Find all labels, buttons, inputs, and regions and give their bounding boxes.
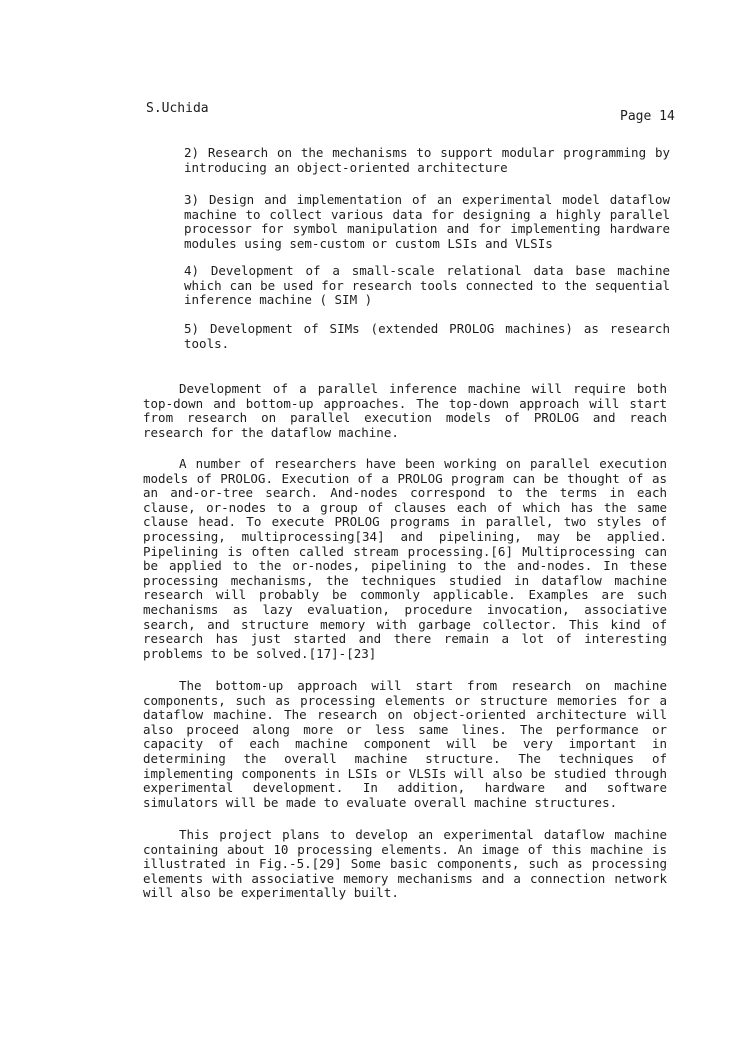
list-item-text: 2) Research on the mechanisms to support modular programming by introducing an object-oriented architecture: [184, 145, 670, 175]
list-item-4: [184, 264, 670, 308]
list-item-text: 4) Development of a small-scale relational data base machine which can be used for research tools connected to the sequential inference machine ( SIM ): [184, 263, 670, 308]
list-item-5: [184, 322, 670, 351]
paragraph-text: The bottom-up approach will start from research on machine components, such as processing elements or structure memories for a dataflow machine. The research on object-oriented architecture will also proceed along more or less same lines. The performance or capacity of each machine component will be very important in determining the overall machine structure. The techniques of implementing components in LSIs or VLSIs will also be studied through experimental development. In addition, hardware and software simulators will be made to evaluate overall machine structures.: [143, 678, 667, 810]
author-header: S.Uchida: [146, 101, 209, 116]
list-item-text: 3) Design and implementation of an experimental model dataflow machine to collect various data for designing a highly parallel processor for symbol manipulation and for implementing hardware modules using sem-custom or custom LSIs and VLSIs: [184, 192, 670, 251]
paragraph-text: This project plans to develop an experimental dataflow machine containing about 10 processing elements. An image of this machine is illustrated in Fig.-5.[29] Some basic components, such as processing elements with associative memory mechanisms and a connection network will also be experimentally built.: [143, 827, 667, 901]
paragraph-approaches: [143, 382, 667, 440]
page-number: Page 14: [620, 109, 675, 124]
paragraph-text: A number of researchers have been working on parallel execution models of PROLOG. Execution of a PROLOG program can be thought of as an and-or-tree search. And-nodes correspond to the terms in each clause, or-nodes to a group of clauses each of which has the same clause head. To execute PROLOG programs in parallel, two styles of processing, multiprocessing[34] and pipelining, may be applied. Pipelining is often called stream processing.[6] Multiprocessing can be applied to the or-nodes, pipelining to the and-nodes. In these processing mechanisms, the techniques studied in dataflow machine research will probably be commonly applicable. Examples are such mechanisms as lazy evaluation, procedure invocation, associative search, and structure memory with garbage collector. This kind of research has just started and there remain a lot of interesting problems to be solved.[17]-[23]: [143, 456, 667, 661]
paragraph-project-plan: [143, 828, 667, 901]
list-item-text: 5) Development of SIMs (extended PROLOG machines) as research tools.: [184, 321, 670, 351]
paragraph-text: Development of a parallel inference machine will require both top-down and bottom-up approaches. The top-down approach will start from research on parallel execution models of PROLOG and reach research for the dataflow machine.: [143, 381, 667, 440]
list-item-2: [184, 146, 670, 175]
list-item-3: [184, 193, 670, 251]
paragraph-parallel-models: [143, 457, 667, 661]
paragraph-bottom-up: [143, 679, 667, 810]
